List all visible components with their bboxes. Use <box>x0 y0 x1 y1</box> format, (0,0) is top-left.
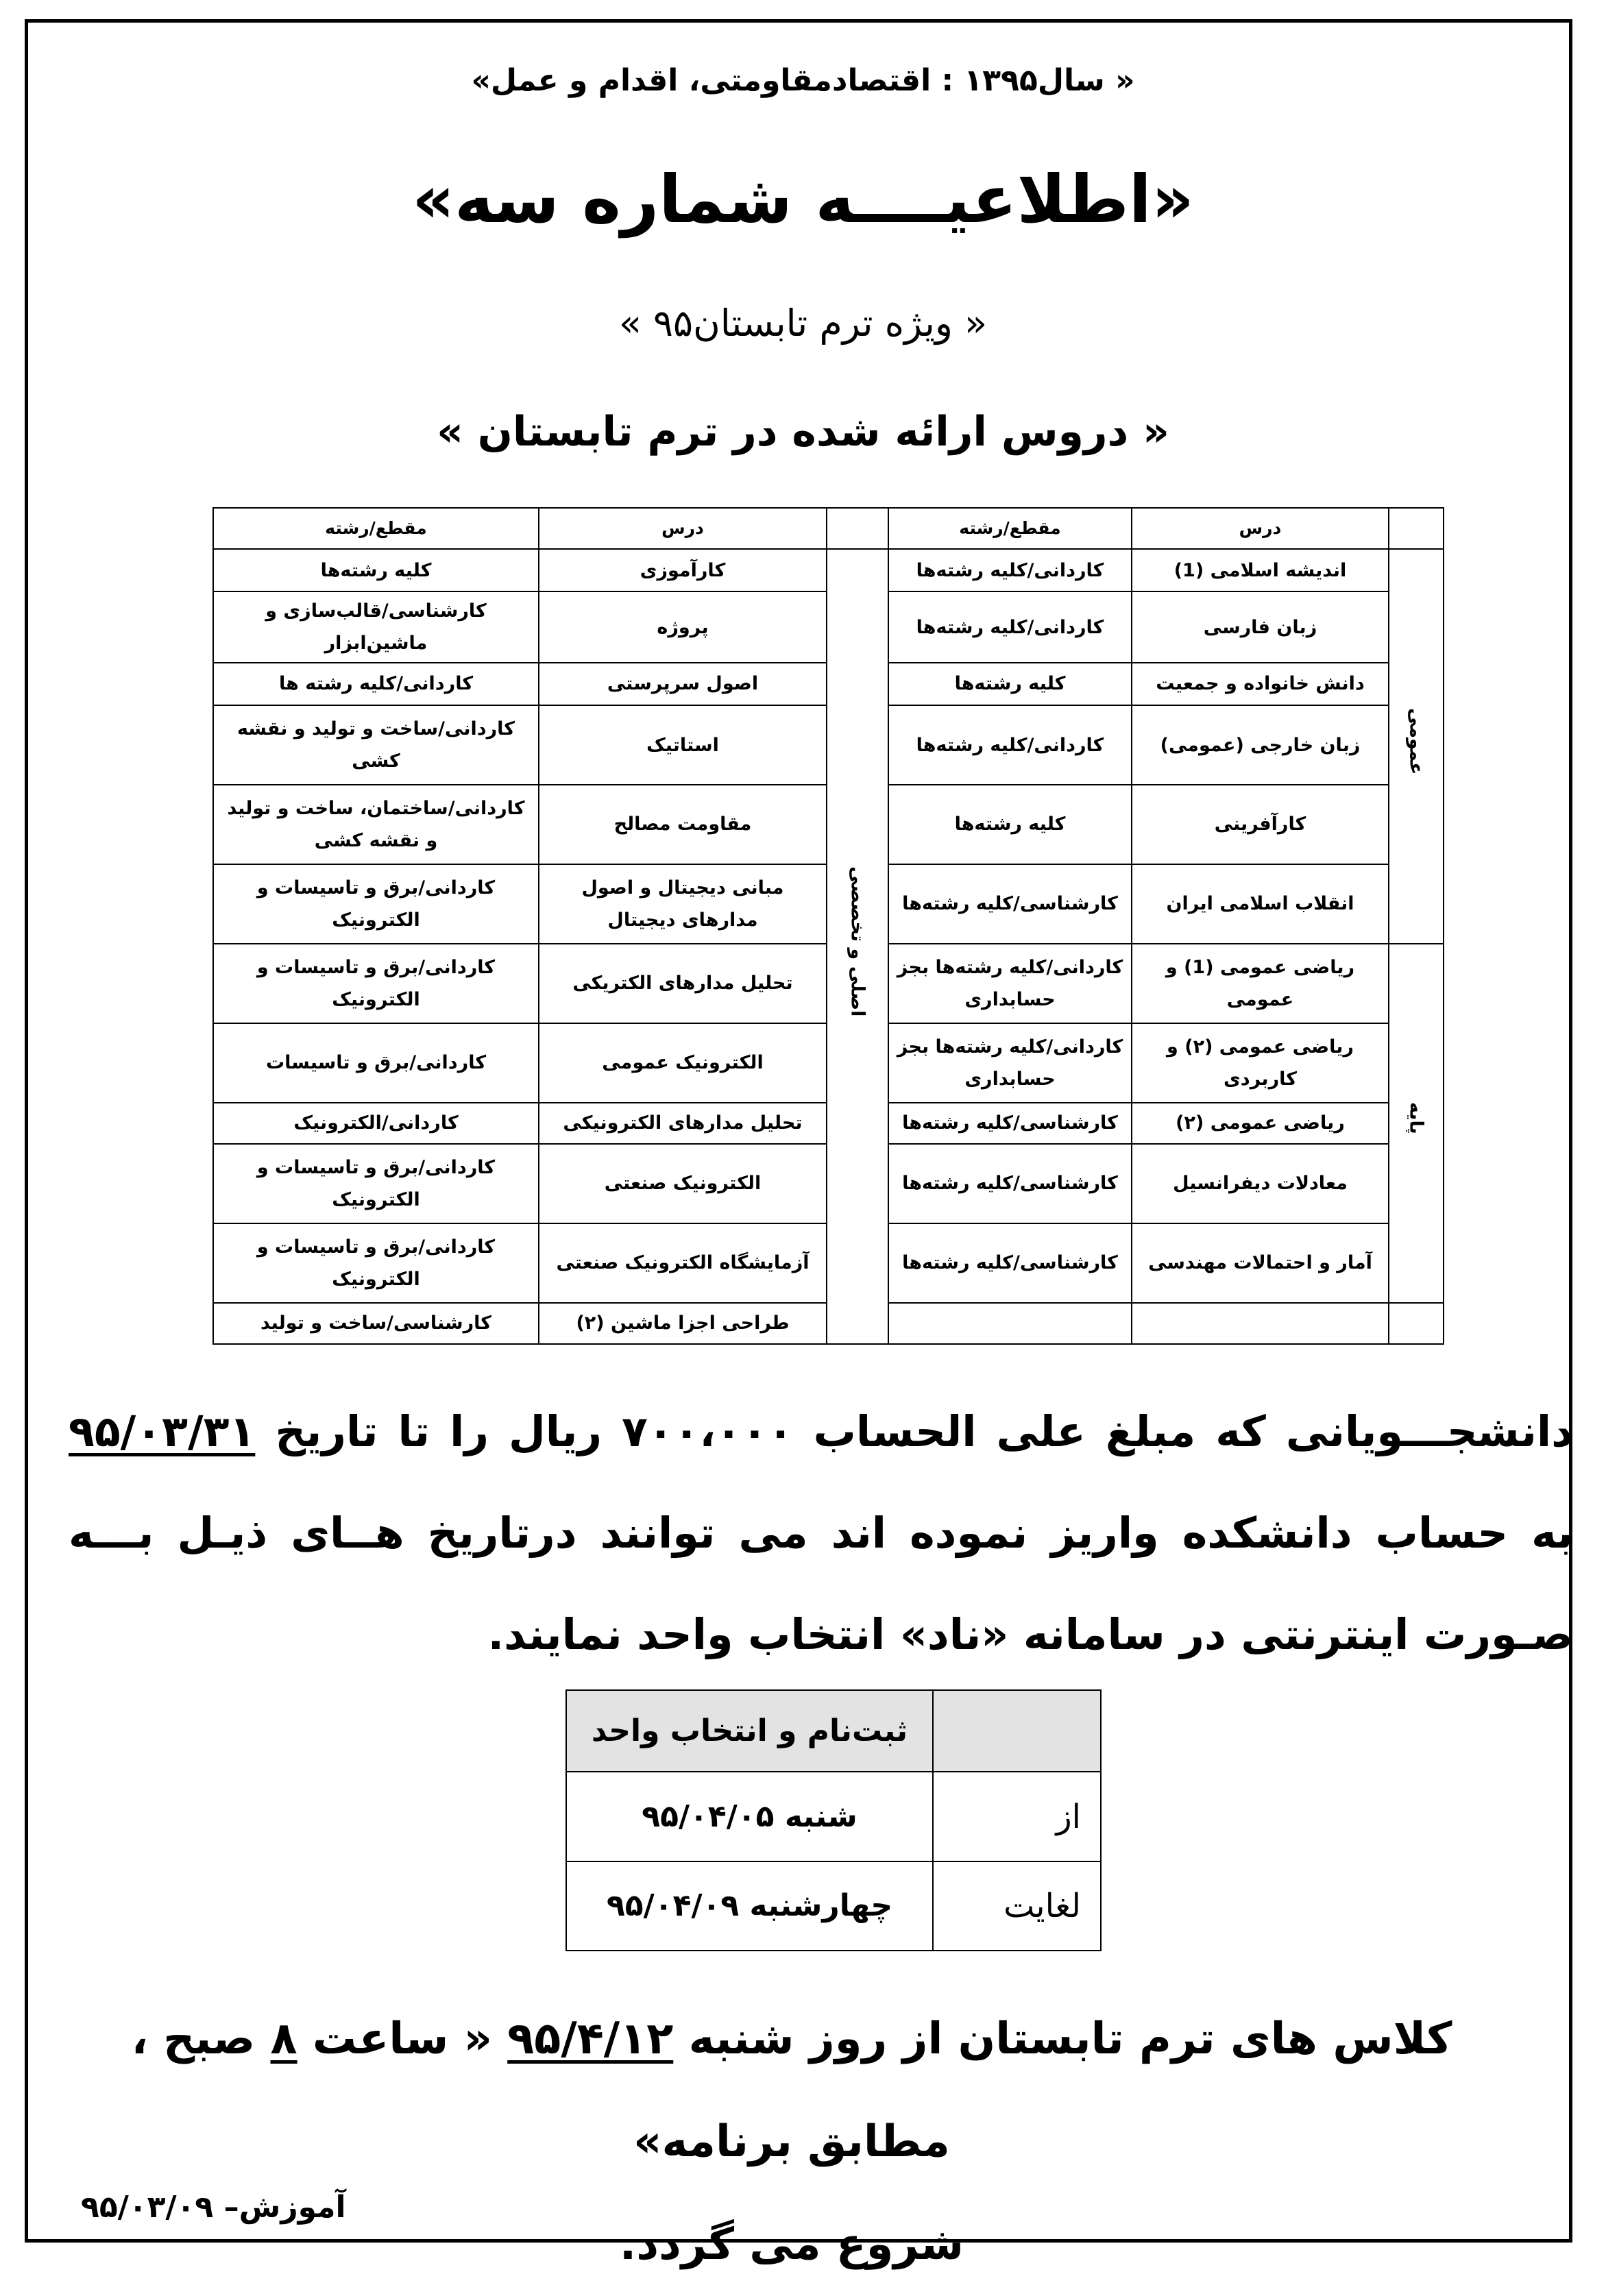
classes-part1: کلاس های ترم تابستان از روز شنبه <box>688 2014 1452 2064</box>
notice-part2: به حساب دانشکده واریز نموده اند می توانند درتاریخ هــای ذیـل بـــه صـورت اینترنتی در سامانه «ناد» انتخاب واحد نمایند. <box>69 1508 1573 1659</box>
right-field-cell: کارشناسی/کلیه رشته‌ها <box>888 1103 1132 1144</box>
left-field-cell: کارشناسی/ساخت و تولید <box>213 1303 539 1344</box>
registration-header-empty <box>933 1690 1101 1772</box>
left-field-cell: کاردانی/ساختمان، ساخت و تولید و نقشه کشی <box>213 785 539 864</box>
header-group-empty <box>1389 508 1444 549</box>
right-field-cell: کاردانی/کلیه رشته‌ها <box>888 591 1132 663</box>
to-date: چهارشنبه ۹۵/۰۴/۰۹ <box>566 1861 933 1951</box>
right-field-cell: کارشناسی/کلیه رشته‌ها <box>888 1144 1132 1223</box>
left-course-cell: اصول سرپرستی <box>539 663 827 705</box>
right-field-cell: کاردانی/کلیه رشته‌ها بجز حسابداری <box>888 944 1132 1023</box>
group-core <box>827 549 888 1344</box>
right-course-cell: ریاضی عمومی (1) و عمومی <box>1132 944 1389 1023</box>
right-course-cell: زبان فارسی <box>1132 591 1389 663</box>
right-course-cell: ریاضی عمومی (۲) <box>1132 1103 1389 1144</box>
left-field-cell: کاردانی/الکترونیک <box>213 1103 539 1144</box>
header-course-right: درس <box>1132 508 1389 549</box>
left-field-cell: کاردانی/برق و تاسیسات <box>213 1023 539 1103</box>
deposit-deadline: ۹۵/۰۳/۳۱ <box>69 1406 256 1456</box>
right-course-cell: زبان خارجی (عمومی) <box>1132 705 1389 785</box>
right-course-cell: اندیشه اسلامی (1) <box>1132 549 1389 591</box>
right-course-cell: انقلاب اسلامی ایران <box>1132 864 1389 944</box>
announcement-subtitle: « ویژه ترم تابستان۹۵ » <box>618 302 988 345</box>
classes-start-hour: ۸ <box>270 2014 297 2064</box>
classes-start-date: ۹۵/۴/۱۲ <box>507 2014 674 2064</box>
classes-part2: « ساعت <box>312 2014 492 2064</box>
right-course-cell: ریاضی عمومی (۲) و کاربردی <box>1132 1023 1389 1103</box>
group-basic <box>1389 944 1444 1303</box>
table-row <box>213 549 1444 591</box>
right-field-cell: کارشناسی/کلیه رشته‌ها <box>888 1223 1132 1303</box>
left-field-cell: کاردانی/برق و تاسیسات و الکترونیک <box>213 1144 539 1223</box>
courses-heading: « دروس ارائه شده در ترم تابستان » <box>437 408 1169 456</box>
right-course-cell <box>1132 1303 1389 1344</box>
group-general <box>1389 549 1444 944</box>
left-course-cell: الکترونیک عمومی <box>539 1023 827 1103</box>
table-header-row <box>213 508 1444 549</box>
right-field-cell: کاردانی/کلیه رشته‌ها بجز حسابداری <box>888 1023 1132 1103</box>
classes-start-notice <box>55 1988 1529 2296</box>
left-course-cell: مقاومت مصالح <box>539 785 827 864</box>
left-course-cell: تحلیل مدارهای الکترونیکی <box>539 1103 827 1144</box>
right-field-cell: کارشناسی/کلیه رشته‌ها <box>888 864 1132 944</box>
courses-table <box>212 507 1444 1345</box>
left-course-cell: تحلیل مدارهای الکتریکی <box>539 944 827 1023</box>
right-field-cell: کاردانی/کلیه رشته‌ها <box>888 705 1132 785</box>
group-core-label: اصلی و تخصصی <box>847 866 868 1017</box>
left-course-cell: آزمایشگاه الکترونیک صنعتی <box>539 1223 827 1303</box>
announcement-title: «اطلاعیــــه شماره سه» <box>412 161 1194 238</box>
left-course-cell: کارآموزی <box>539 549 827 591</box>
left-course-cell: الکترونیک صنعتی <box>539 1144 827 1223</box>
header-course-left: درس <box>539 508 827 549</box>
left-field-cell: کاردانی/کلیه رشته ها <box>213 663 539 705</box>
left-field-cell: کاردانی/برق و تاسیسات و الکترونیک <box>213 1223 539 1303</box>
classes-part3: صبح ، مطابق برنامه» <box>131 2014 950 2167</box>
notice-paragraph <box>69 1381 1573 1685</box>
left-course-cell: استاتیک <box>539 705 827 785</box>
registration-header: ثبت‌نام و انتخاب واحد <box>566 1690 933 1772</box>
group-empty <box>1389 1303 1444 1344</box>
header-group-empty-middle <box>827 508 888 549</box>
to-label: لغایت <box>933 1861 1101 1951</box>
left-field-cell: کاردانی/برق و تاسیسات و الکترونیک <box>213 864 539 944</box>
left-course-cell: مبانی دیجیتال و اصول مدارهای دیجیتال <box>539 864 827 944</box>
header-field-left: مقطع/رشته <box>213 508 539 549</box>
registration-table <box>565 1689 1102 1951</box>
right-field-cell: کلیه رشته‌ها <box>888 663 1132 705</box>
left-course-cell: پروژه <box>539 591 827 663</box>
group-general-label: عمومی <box>1405 707 1427 775</box>
header-field-right: مقطع/رشته <box>888 508 1132 549</box>
left-course-cell: طراحی اجزا ماشین (۲) <box>539 1303 827 1344</box>
right-course-cell: معادلات دیفرانسیل <box>1132 1144 1389 1223</box>
slogan: « سال۱۳۹۵ : اقتصادمقاومتی، اقدام و عمل» <box>471 63 1135 98</box>
left-field-cell: کارشناسی/قالب‌سازی و ماشین‌ابزار <box>213 591 539 663</box>
left-field-cell: کاردانی/ساخت و تولید و نقشه کشی <box>213 705 539 785</box>
notice-part1: دانشجـــویانی که مبلغ علی الحساب ۷۰۰،۰۰۰ ریال را تا تاریخ <box>275 1406 1573 1456</box>
classes-part4: شروع می گردد. <box>619 2219 964 2270</box>
left-field-cell: کاردانی/برق و تاسیسات و الکترونیک <box>213 944 539 1023</box>
right-field-cell: کاردانی/کلیه رشته‌ها <box>888 549 1132 591</box>
left-field-cell: کلیه رشته‌ها <box>213 549 539 591</box>
right-field-cell <box>888 1303 1132 1344</box>
from-label: از <box>933 1772 1101 1861</box>
group-basic-label: پایه <box>1405 1101 1427 1134</box>
right-course-cell: آمار و احتمالات مهندسی <box>1132 1223 1389 1303</box>
right-course-cell: دانش خانواده و جمعیت <box>1132 663 1389 705</box>
from-date: شنبه ۹۵/۰۴/۰۵ <box>566 1772 933 1861</box>
right-course-cell: کارآفرینی <box>1132 785 1389 864</box>
right-field-cell: کلیه رشته‌ها <box>888 785 1132 864</box>
footer-signature: آموزش– ۹۵/۰۳/۰۹ <box>81 2190 346 2225</box>
